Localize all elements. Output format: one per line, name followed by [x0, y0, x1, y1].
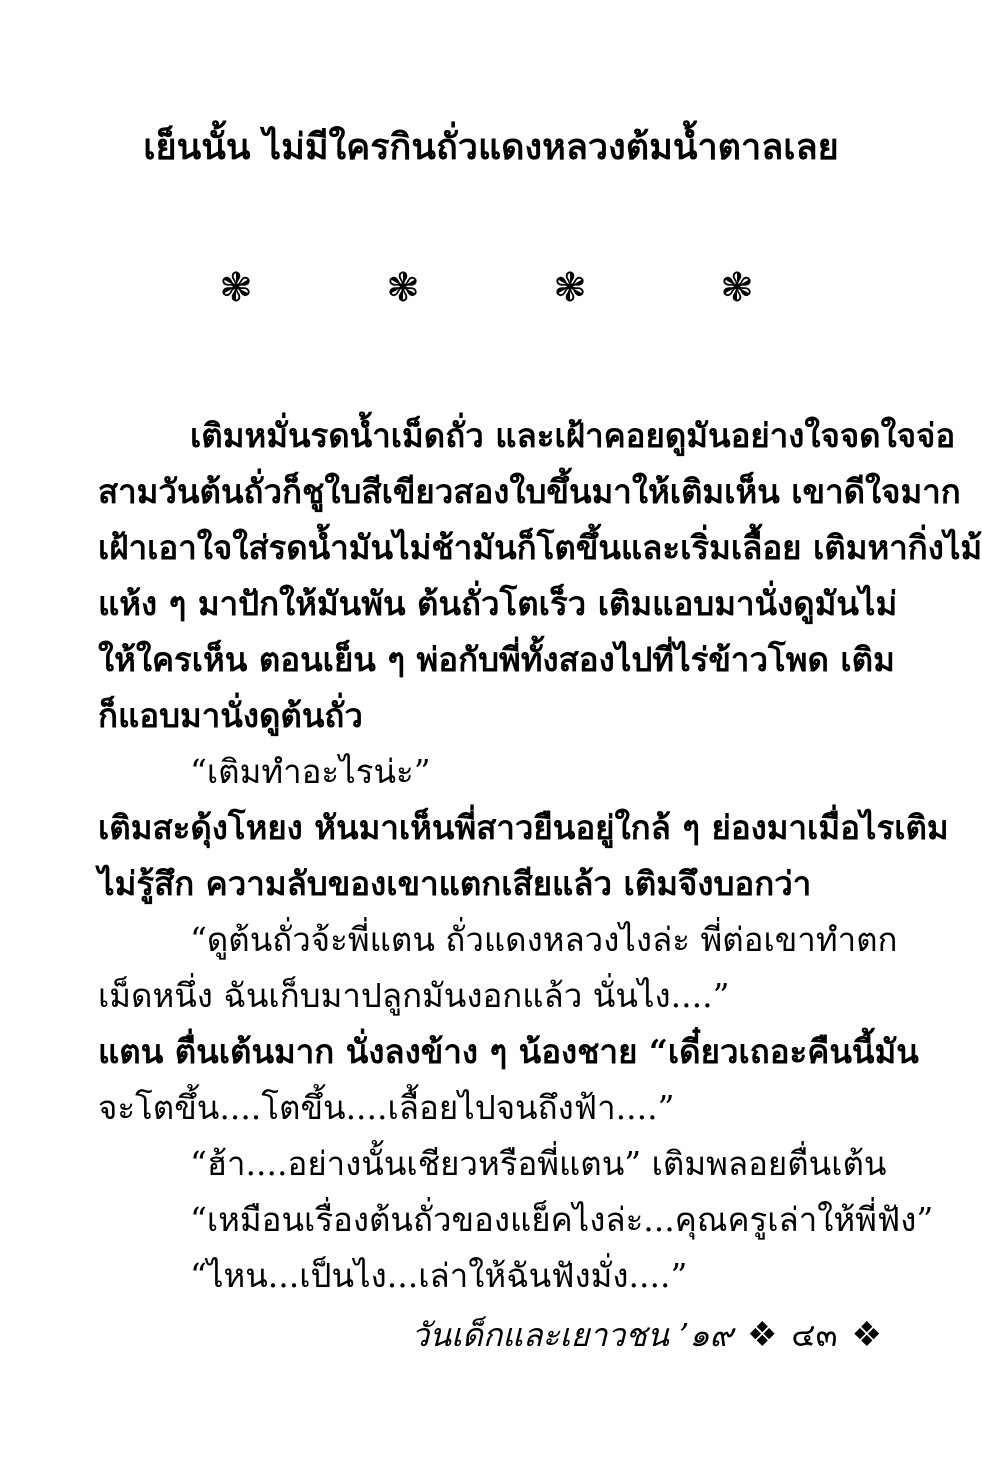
flower-ornament-icon: ❃ [386, 265, 420, 311]
page-heading: เย็นนั้น ไม่มีใครกินถั่วแดงหลวงต้มน้ำตาลเลย [143, 126, 839, 168]
flower-ornament-icon: ❃ [219, 265, 253, 311]
dialogue-line: “เหมือนเรื่องต้นถั่วของแย็คไงล่ะ...คุณครูเล่าให้พี่ฟัง” [190, 1200, 934, 1239]
dialogue-line: “ดูต้นถั่วจ้ะพี่แตน ถั่วแดงหลวงไงล่ะ พี่ต่อเขาทำตก [190, 920, 898, 959]
text-line: ให้ใครเห็น ตอนเย็น ๆ พ่อกับพี่ทั้งสองไปที่ไร่ข้าวโพด เติม [98, 640, 895, 679]
page-number: ๔๓ [791, 1315, 838, 1354]
diamond-ornament-icon: ❖ [851, 1315, 882, 1355]
text-line: ไม่รู้สึก ความลับของเขาแตกเสียแล้ว เติมจึงบอกว่า [98, 864, 812, 903]
dialogue-line: จะโตขึ้น....โตขึ้น....เลื้อยไปจนถึงฟ้า....” [98, 1088, 675, 1127]
text-line: แตน ตื่นเต้นมาก นั่งลงข้าง ๆ น้องชาย “เดี๋ยวเถอะคืนนี้มัน [98, 1032, 919, 1071]
text-line: สามวันต้นถั่วก็ชูใบสีเขียวสองใบขึ้นมาให้เติมเห็น เขาดีใจมาก [98, 472, 961, 511]
text-line: เติมสะดุ้งโหยง หันมาเห็นพี่สาวยืนอยู่ใกล้ ๆ ย่องมาเมื่อไรเติม [98, 808, 949, 847]
diamond-ornament-icon: ❖ [746, 1315, 778, 1355]
text-line: เฝ้าเอาใจใส่รดน้ำมันไม่ช้ามันก็โตขึ้นและเริ่มเลื้อย เติมหากิ่งไม้ [98, 528, 982, 567]
page-footer [411, 1310, 882, 1360]
flower-ornament-icon: ❃ [553, 265, 587, 311]
text-line: เติมหมั่นรดน้ำเม็ดถั่ว และเฝ้าคอยดูมันอย่างใจจดใจจ่อ [190, 416, 956, 455]
text-line: ก็แอบมานั่งดูต้นถั่ว [98, 696, 363, 735]
dialogue-line: “ฮ้า....อย่างนั้นเชียวหรือพี่แตน” เติมพลอยตื่นเต้น [190, 1144, 887, 1183]
dialogue-line: “เติมทำอะไรน่ะ” [190, 752, 431, 791]
dialogue-line: “ไหน...เป็นไง...เล่าให้ฉันฟังมั่ง....” [190, 1256, 688, 1295]
flower-ornament-icon: ❃ [720, 265, 754, 311]
text-line: แห้ง ๆ มาปักให้มันพัน ต้นถั่วโตเร็ว เติมแอบมานั่งดูมันไม่ [98, 584, 898, 623]
dialogue-line: เม็ดหนึ่ง ฉันเก็บมาปลูกมันงอกแล้ว นั่นไง....” [98, 976, 730, 1015]
publication-title: วันเด็กและเยาวชน ’๑๙ [411, 1315, 733, 1354]
section-divider [0, 265, 982, 311]
